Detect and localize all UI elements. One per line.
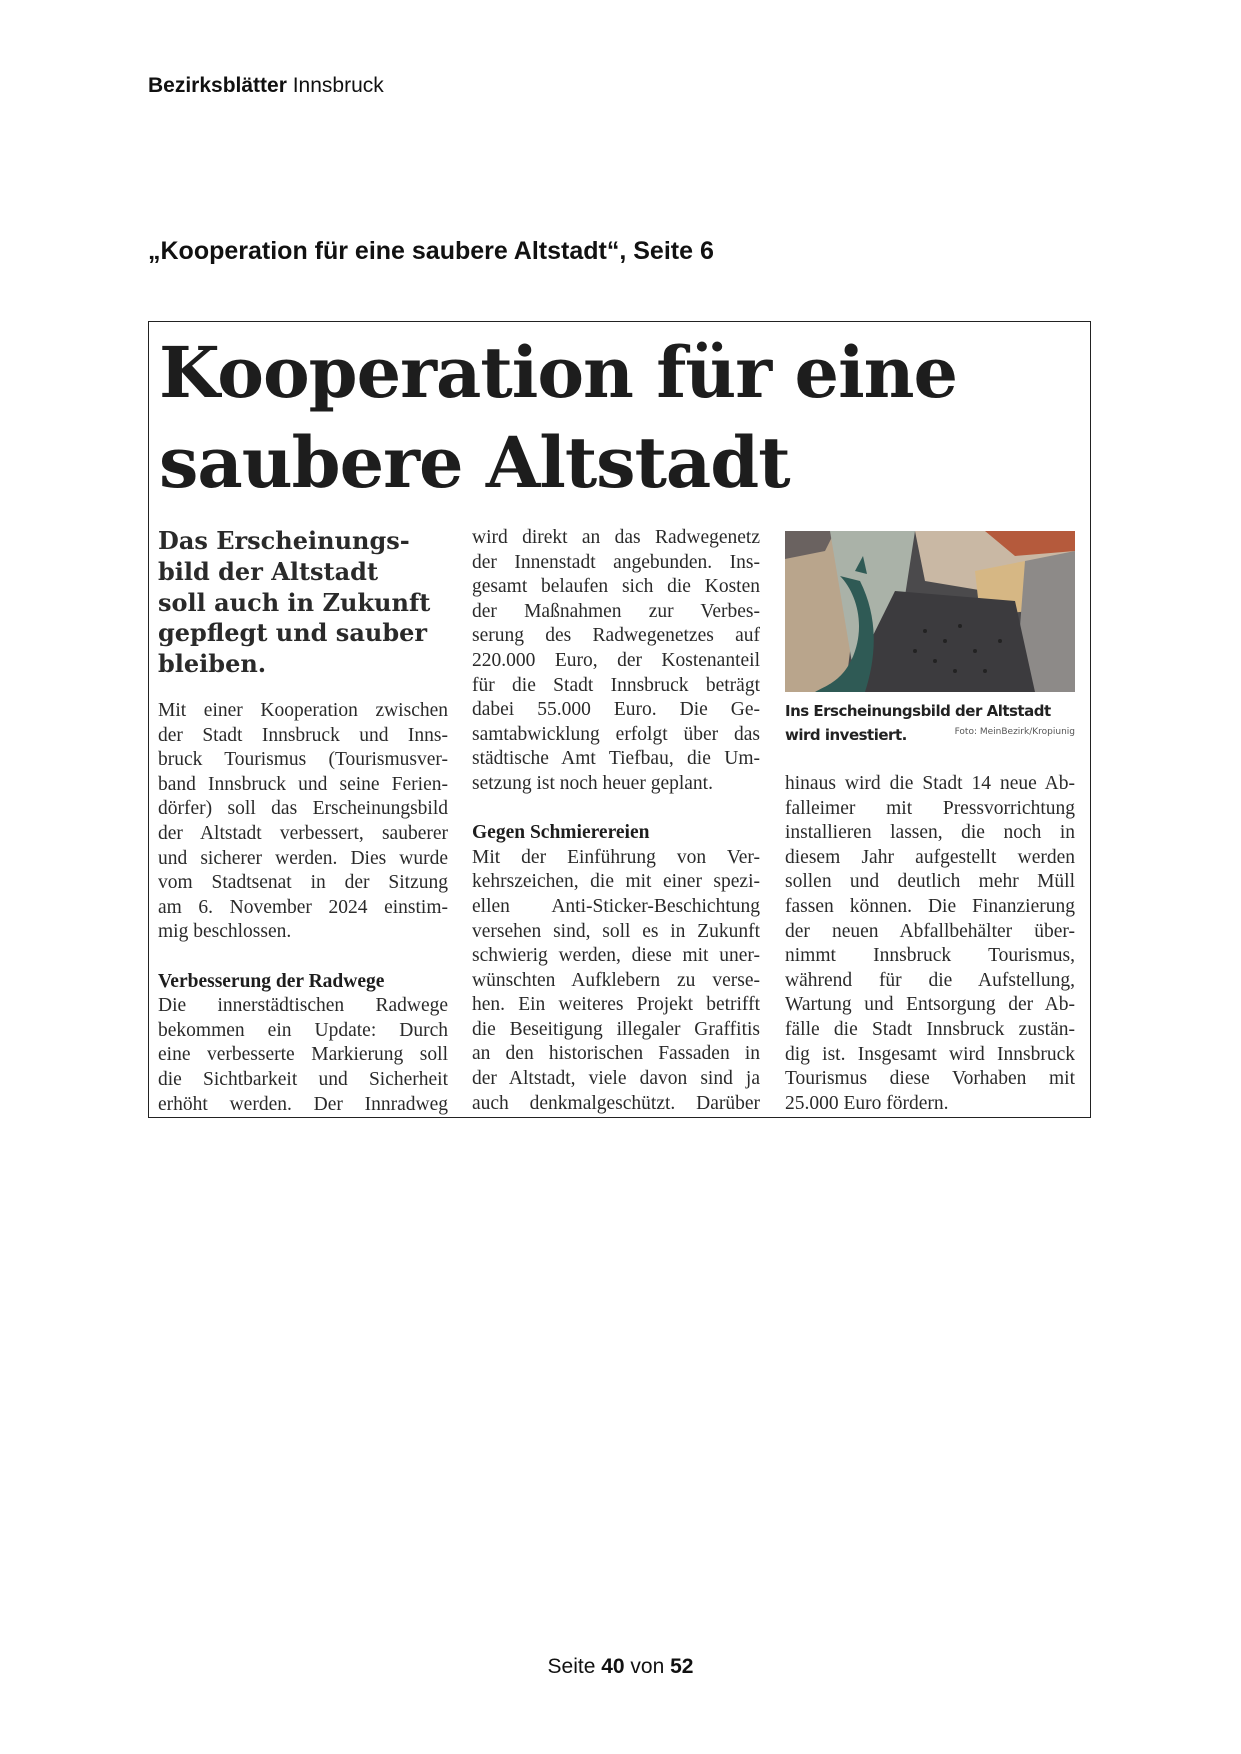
text-line: Mit einer Kooperation zwischen: [158, 700, 448, 721]
publication-header: [148, 74, 384, 98]
article-reference-title: „Kooperation für eine saubere Altstadt“, Seite 6: [148, 237, 714, 265]
caption-line: Ins Erscheinungsbild der Altstadt: [785, 702, 1051, 720]
section-heading: Verbesserung der Radwege: [158, 970, 385, 992]
text-line: am 6. November 2024 einstim-: [158, 896, 448, 918]
text-line: an den historischen Fassaden in: [472, 1043, 760, 1065]
text-line: wünschten Aufklebern zu verse-: [472, 969, 760, 991]
text-line: der Stadt Innsbruck und Inns-: [158, 724, 448, 746]
text-line: sollen und deutlich mehr Müll: [785, 871, 1075, 893]
text-line: samtabwicklung erfolgt über das: [472, 723, 760, 745]
text-line: städtische Amt Tiefbau, die Um-: [472, 748, 760, 770]
deck-line: Das Erscheinungs-: [158, 526, 410, 555]
text-line: kehrszeichen, die mit einer spezi-: [472, 871, 760, 893]
text-line: erhöht werden. Der Innradweg: [158, 1093, 448, 1115]
photo-caption: [785, 699, 1075, 747]
text-line: hen. Ein weiteres Projekt betrifft: [472, 994, 760, 1016]
text-line: die Sichtbarkeit und Sicherheit: [158, 1068, 448, 1090]
text-line: hinaus wird die Stadt 14 neue Ab-: [785, 773, 1075, 794]
headline-line: Kooperation für eine: [159, 331, 958, 414]
text-line: die Beseitigung illegaler Graffitis: [472, 1018, 760, 1040]
text-line: band Innsbruck und seine Ferien-: [158, 773, 448, 795]
deck: [158, 526, 448, 680]
photo-credit: Foto: MeinBezirk/Kropiunig: [954, 727, 1075, 737]
text-line: dabei 55.000 Euro. Die Ge-: [472, 699, 760, 721]
deck-line: bild der Altstadt: [158, 556, 379, 586]
text-line: fälle die Stadt Innsbruck zustän-: [785, 1018, 1075, 1040]
text-line: setzung ist noch heuer geplant.: [472, 772, 713, 794]
text-line: der Innenstadt angebunden. Ins-: [472, 551, 760, 573]
deck-line: gepflegt und sauber: [158, 618, 428, 648]
text-line: wird direkt an das Radwegenetz: [472, 527, 760, 548]
text-line: für die Stadt Innsbruck beträgt: [472, 674, 760, 696]
text-line: auch denkmalgeschützt. Darüber: [472, 1092, 760, 1114]
text-line: dig ist. Insgesamt wird Innsbruck: [785, 1043, 1075, 1065]
page-footer: [0, 1655, 1241, 1679]
publication-name: Bezirksblätter: [148, 74, 287, 97]
text-line: vom Stadtsenat in der Sitzung: [158, 872, 448, 894]
text-line: der Maßnahmen zur Verbes-: [472, 600, 760, 622]
text-line: fassen können. Die Finanzierung: [785, 895, 1075, 917]
text-line: während für die Aufstellung,: [785, 969, 1075, 991]
text-line: eine verbesserte Markierung soll: [158, 1044, 448, 1066]
text-line: Wartung und Entsorgung der Ab-: [785, 994, 1075, 1016]
current-page: 40: [601, 1655, 625, 1678]
altstadt-photo: [785, 531, 1075, 692]
deck-line: bleiben.: [158, 649, 267, 679]
text-line: Tourismus diese Vorhaben mit: [785, 1068, 1075, 1090]
text-line: bruck Tourismus (Tourismusver-: [158, 749, 448, 771]
text-line: diesem Jahr aufgestellt werden: [785, 846, 1075, 868]
text-line: gesamt belaufen sich die Kosten: [472, 576, 760, 598]
footer-label: von: [624, 1655, 671, 1678]
text-line: 25.000 Euro fördern.: [785, 1092, 949, 1114]
text-line: schwierig werden, diese mit uner-: [472, 945, 760, 967]
headline-line: saubere Altstadt: [159, 421, 790, 504]
text-line: der neuen Abfallbehälter über-: [785, 920, 1075, 942]
deck-line: soll auch in Zukunft: [158, 587, 431, 617]
column-3: [785, 772, 1075, 1116]
text-line: falleimer mit Pressvorrichtung: [785, 797, 1075, 819]
section-heading: Gegen Schmierereien: [472, 822, 650, 844]
column-1: [158, 699, 448, 1117]
total-pages: 52: [670, 1655, 694, 1678]
text-line: mig beschlossen.: [158, 921, 292, 943]
text-line: der Altstadt verbessert, sauberer: [158, 822, 448, 844]
text-line: nimmt Innsbruck Tourismus,: [785, 945, 1075, 967]
text-line: 220.000 Euro, der Kostenanteil: [472, 649, 760, 671]
text-line: installieren lassen, die noch in: [785, 822, 1075, 844]
headline: [159, 328, 957, 508]
text-line: Mit der Einführung von Ver-: [472, 846, 760, 868]
text-line: ellen Anti-Sticker-Beschichtung: [472, 895, 760, 917]
text-line: der Altstadt, viele davon sind ja: [472, 1068, 760, 1090]
caption-line: wird investiert.: [785, 726, 907, 744]
text-line: und sicherer werden. Dies wurde: [158, 847, 448, 869]
text-line: versehen sind, soll es in Zukunft: [472, 920, 760, 942]
publication-region: Innsbruck: [286, 74, 384, 97]
text-line: bekommen ein Update: Durch: [158, 1019, 448, 1041]
newspaper-clipping: [148, 321, 1091, 1118]
text-line: Die innerstädtischen Radwege: [158, 995, 448, 1017]
text-line: serung des Radwegenetzes auf: [472, 625, 760, 647]
footer-label: Seite: [547, 1655, 602, 1678]
column-2: [472, 526, 760, 1116]
text-line: dörfer) soll das Erscheinungsbild: [158, 798, 448, 820]
